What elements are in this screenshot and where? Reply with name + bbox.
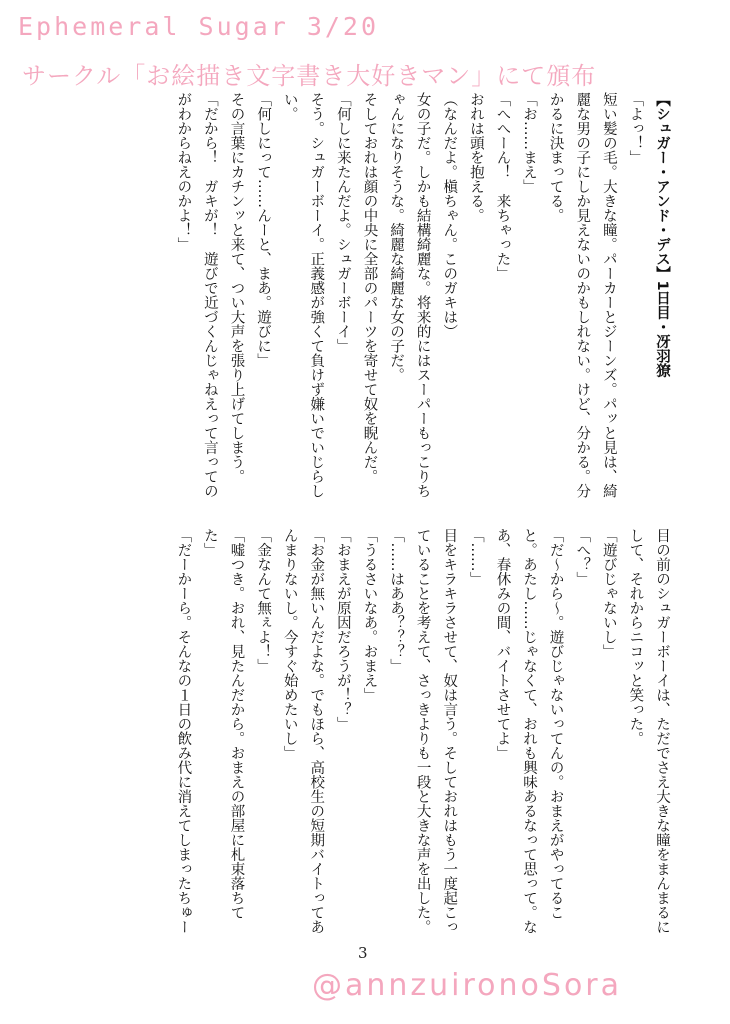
text-line: 「……」 [467, 528, 484, 586]
lower-text-column [100, 528, 675, 940]
text-line: 「おまえが原因だろうが！？」 [334, 528, 351, 731]
text-line: 「お……まえ」 [521, 92, 538, 194]
header-circle-note: サークル「お絵描き文字書き大好きマン」にて頒布 [22, 62, 597, 90]
text-line: そしておれは顔の中央に全部のパーツを寄せて奴を睨んだ。 [361, 92, 378, 484]
header-title: Ephemeral Sugar 3/20 [18, 12, 380, 41]
text-line: 「何しにって……んーと、まあ。遊びに」 [255, 92, 272, 368]
text-line: 「だから！ ガキが！ 遊びで近づくんじゃねえって言ってのがわからねえのかよ！」 [175, 92, 218, 498]
text-line: 女の子だ。しかも結構綺麗な。将来的にはスーパーもっこりちゃんになりそうな。綺麗な綺麗な女の子だ。 [388, 92, 431, 498]
text-line: 「だ～から～。遊びじゃないってんの。おまえがやってること。あたし……じゃなくて、おれも興味あるなって思って。なあ、春休みの間、バイトさせてよ」 [494, 528, 564, 934]
text-line: 目の前のシュガーボーイは、ただでさえ大きな瞳をまんまるにして、それからニコッと笑った。 [627, 528, 670, 934]
text-line: 「だーかーら。そんなの１日の飲み代に消えてしまったちゅー [175, 528, 192, 934]
text-line: 「遊びじゃないし」 [600, 528, 617, 659]
text-line: 「何しに来たんだよ。シュガーボーイ」 [334, 92, 351, 353]
text-line: 短い髪の毛。大きな瞳。パーカーとジーンズ。パッと見は、綺麗な男の子にしか見えないのかもしれない。けど、分かる。分かるに決まってる。 [547, 92, 617, 498]
text-line: 「金なんて無ぇよ！」 [255, 528, 272, 673]
text-line: そう。シュガーボーイ。正義感が強くて負けず嫌いでいじらしい。 [281, 92, 325, 498]
page-number: 3 [358, 944, 368, 962]
text-line: 「お金が無いんだよな。でもほら、高校生の短期バイトってあんまりないし。今すぐ始めたいし」 [281, 528, 325, 934]
text-line: 「嘘つき。おれ、見たんだから。おまえの部屋に札束落ちてた」 [201, 528, 245, 920]
text-line: 「……はああ？？？」 [388, 528, 405, 673]
text-line: 「よっ！」 [627, 92, 644, 165]
upper-text-column [100, 92, 675, 500]
text-line: 「うるさいなあ。おまえ」 [361, 528, 378, 702]
author-handle: @annzuironoSora [312, 968, 623, 1003]
text-line: （なんだよ。槇ちゃん。このガキは） [441, 92, 458, 339]
story-title: 【シュガー・アンド・デス】1日目・冴羽獠 [654, 92, 670, 378]
text-line: 目をキラキラさせて、奴は言う。そしておれはもう一度起こっていることを考えて、さっきよりも一段と大きな声を出した。 [414, 528, 458, 934]
text-line: 「へへーん！ 来ちゃった」 [494, 92, 511, 281]
text-line: その言葉にカチンッと来て、つい大声を張り上げてしまう。 [228, 92, 245, 484]
text-line: おれは頭を抱える。 [467, 92, 484, 223]
text-line: 「へ？」 [574, 528, 591, 586]
